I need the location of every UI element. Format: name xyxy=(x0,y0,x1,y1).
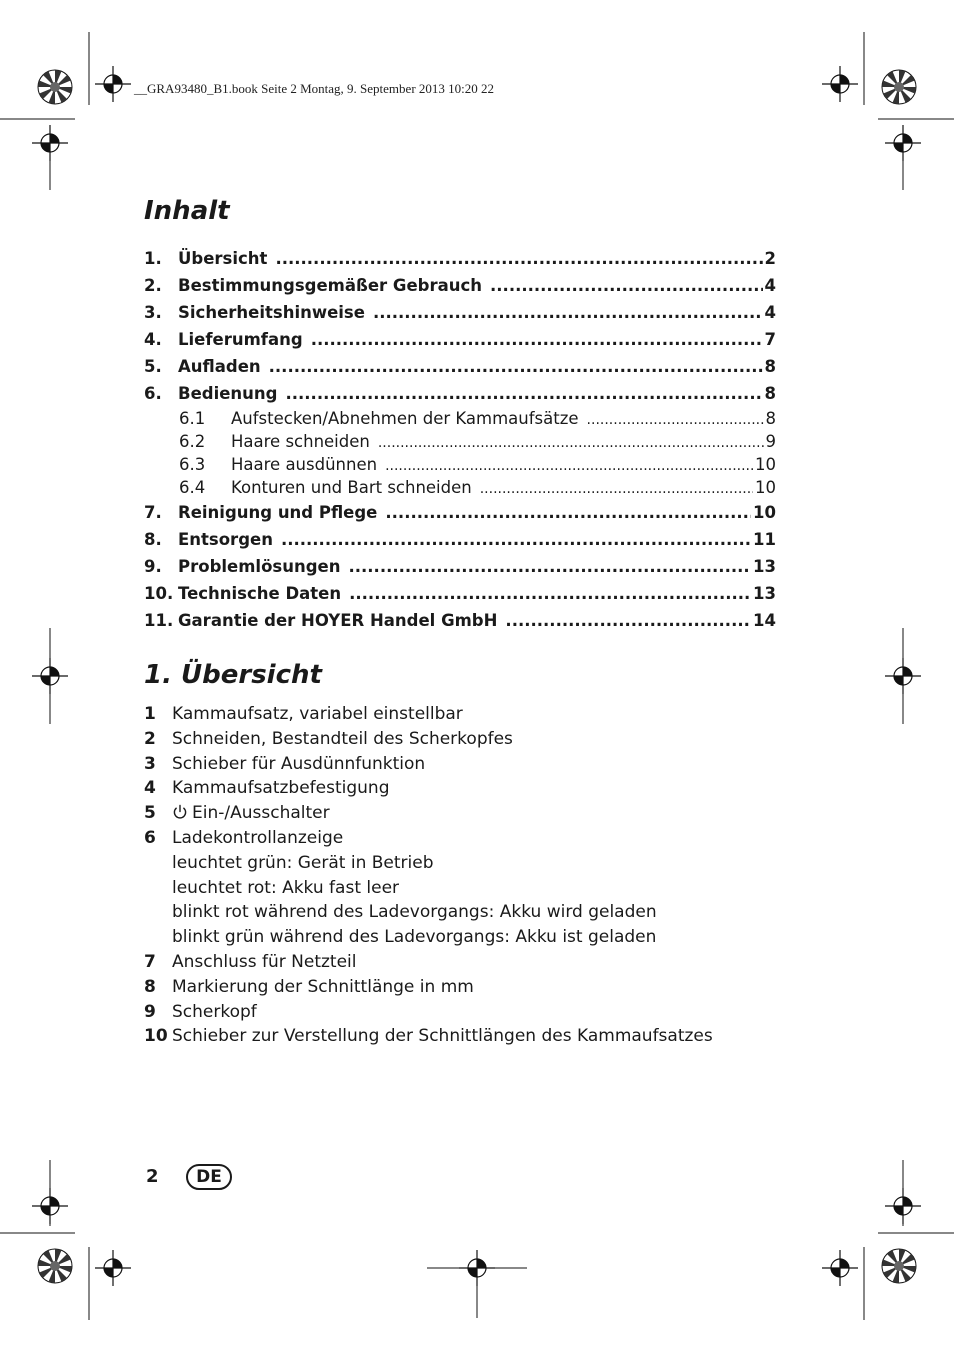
item-text: Ladekontrollanzeige xyxy=(172,827,344,848)
toc-entry-number: 2. xyxy=(144,276,162,295)
toc-entry-6-2[interactable] xyxy=(144,430,776,453)
item-6-detail: leuchtet grün: Gerät in Betrieb xyxy=(172,852,434,873)
toc-entry-10[interactable] xyxy=(144,580,776,607)
toc-leader-dots xyxy=(281,526,751,553)
item-number: 7 xyxy=(144,951,156,972)
list-item xyxy=(144,1024,764,1049)
toc-entry-title: Übersicht xyxy=(178,249,268,268)
item-text: Markierung der Schnittlänge in mm xyxy=(172,976,474,997)
toc-entry-page: 8 xyxy=(764,384,776,403)
toc-entry-title: Problemlösungen xyxy=(178,557,341,576)
toc-entry-3[interactable] xyxy=(144,299,776,326)
toc-entry-page: 10 xyxy=(753,503,776,522)
toc-entry-page: 13 xyxy=(753,584,776,603)
list-item xyxy=(144,702,764,727)
toc-entry-number: 6.1 xyxy=(179,409,206,428)
list-item xyxy=(144,1000,764,1025)
toc-entry-title: Konturen und Bart schneiden xyxy=(231,478,472,497)
item-number: 10 xyxy=(144,1026,168,1047)
item-text: Anschluss für Netzteil xyxy=(172,951,357,972)
item-text: Ein-/Ausschalter xyxy=(192,803,330,824)
toc-heading: Inhalt xyxy=(144,196,230,226)
toc-entry-number: 6. xyxy=(144,384,162,403)
item-6-detail: blinkt grün während des Ladevorgangs: Akku ist geladen xyxy=(172,927,657,948)
toc-leader-dots xyxy=(378,432,764,453)
item-6-detail: leuchtet rot: Akku fast leer xyxy=(172,877,400,898)
toc-entry-number: 11. xyxy=(144,611,174,630)
toc-leader-dots xyxy=(275,245,762,272)
toc-entry-number: 6.3 xyxy=(179,455,206,474)
toc-entry-title: Reinigung und Pflege xyxy=(178,503,378,522)
toc-entry-title: Aufladen xyxy=(178,357,261,376)
toc-entry-5[interactable] xyxy=(144,353,776,380)
item-number: 4 xyxy=(144,778,156,799)
toc-entry-6-1[interactable] xyxy=(144,407,776,430)
toc-entry-6[interactable] xyxy=(144,380,776,407)
toc-leader-dots xyxy=(490,272,763,299)
toc-entry-2[interactable] xyxy=(144,272,776,299)
toc-leader-dots xyxy=(373,299,763,326)
toc-leader-dots xyxy=(311,326,763,353)
power-icon xyxy=(172,804,188,820)
list-item xyxy=(144,752,764,777)
toc-entry-number: 4. xyxy=(144,330,162,349)
toc-entry-title: Bestimmungsgemäßer Gebrauch xyxy=(178,276,483,295)
item-number: 1 xyxy=(144,704,156,724)
toc-leader-dots xyxy=(385,455,753,476)
toc-entry-11[interactable] xyxy=(144,607,776,634)
toc-leader-dots xyxy=(587,409,764,430)
list-item xyxy=(144,826,764,851)
list-item xyxy=(144,727,764,752)
item-number: 8 xyxy=(144,976,156,997)
toc-leader-dots xyxy=(285,380,762,407)
toc-entry-9[interactable] xyxy=(144,553,776,580)
toc-entry-title: Haare schneiden xyxy=(231,432,370,451)
item-text: Schieber zur Verstellung der Schnittlängen des Kammaufsatzes xyxy=(172,1026,713,1047)
toc-entry-page: 10 xyxy=(755,455,776,474)
toc-entry-title: Bedienung xyxy=(178,384,278,403)
table-of-contents xyxy=(144,245,776,634)
toc-entry-page: 8 xyxy=(765,409,776,428)
page-number: 2 xyxy=(146,1166,159,1187)
toc-entry-page: 4 xyxy=(764,303,776,322)
toc-entry-8[interactable] xyxy=(144,526,776,553)
item-text: Schieber für Ausdünnfunktion xyxy=(172,753,426,774)
toc-entry-number: 9. xyxy=(144,557,162,576)
toc-entry-number: 1. xyxy=(144,249,162,268)
item-text: Scherkopf xyxy=(172,1001,257,1022)
list-item xyxy=(144,950,764,975)
overview-heading: 1. Übersicht xyxy=(144,660,322,690)
toc-entry-page: 14 xyxy=(753,611,776,630)
item-text: Kammaufsatzbefestigung xyxy=(172,778,390,799)
item-text-with-icon xyxy=(172,801,764,826)
toc-leader-dots xyxy=(505,607,751,634)
toc-entry-number: 6.2 xyxy=(179,432,206,451)
toc-entry-page: 4 xyxy=(764,276,776,295)
toc-leader-dots xyxy=(269,353,763,380)
toc-entry-title: Sicherheitshinweise xyxy=(178,303,365,322)
list-item xyxy=(144,776,764,801)
toc-entry-page: 13 xyxy=(753,557,776,576)
item-text: Kammaufsatz, variabel einstellbar xyxy=(172,704,463,724)
toc-entry-title: Aufstecken/Abnehmen der Kammaufsätze xyxy=(231,409,579,428)
list-item xyxy=(144,801,764,826)
toc-entry-number: 8. xyxy=(144,530,162,549)
toc-entry-title: Haare ausdünnen xyxy=(231,455,378,474)
toc-entry-page: 2 xyxy=(764,249,776,268)
toc-entry-page: 7 xyxy=(764,330,776,349)
item-number: 9 xyxy=(144,1001,156,1022)
toc-entry-page: 11 xyxy=(753,530,776,549)
toc-entry-page: 10 xyxy=(755,478,776,497)
toc-entry-page: 9 xyxy=(765,432,776,451)
toc-entry-number: 10. xyxy=(144,584,174,603)
toc-entry-6-3[interactable] xyxy=(144,453,776,476)
list-item xyxy=(144,975,764,1000)
toc-entry-number: 3. xyxy=(144,303,162,322)
item-6-detail: blinkt rot während des Ladevorgangs: Akku wird geladen xyxy=(172,902,657,923)
overview-list xyxy=(144,702,764,1049)
toc-entry-title: Garantie der HOYER Handel GmbH xyxy=(178,611,498,630)
item-number: 3 xyxy=(144,753,156,774)
toc-entry-title: Lieferumfang xyxy=(178,330,303,349)
toc-leader-dots xyxy=(480,478,753,499)
toc-entry-6-4[interactable] xyxy=(144,476,776,499)
toc-entry-number: 6.4 xyxy=(179,478,206,497)
toc-entry-title: Technische Daten xyxy=(178,584,342,603)
toc-entry-1[interactable] xyxy=(144,245,776,272)
item-number: 6 xyxy=(144,827,156,848)
toc-entry-number: 7. xyxy=(144,503,162,522)
toc-leader-dots xyxy=(348,553,751,580)
toc-entry-title: Entsorgen xyxy=(178,530,273,549)
toc-leader-dots xyxy=(349,580,751,607)
item-number: 5 xyxy=(144,803,156,824)
toc-entry-number: 5. xyxy=(144,357,162,376)
toc-entry-page: 8 xyxy=(764,357,776,376)
book-info-header: __GRA93480_B1.book Seite 2 Montag, 9. September 2013 10:20 22 xyxy=(134,81,495,96)
language-badge: DE xyxy=(186,1164,232,1190)
toc-entry-4[interactable] xyxy=(144,326,776,353)
toc-entry-7[interactable] xyxy=(144,499,776,526)
item-text: Schneiden, Bestandteil des Scherkopfes xyxy=(172,728,513,749)
item-number: 2 xyxy=(144,728,156,749)
toc-leader-dots xyxy=(385,499,751,526)
